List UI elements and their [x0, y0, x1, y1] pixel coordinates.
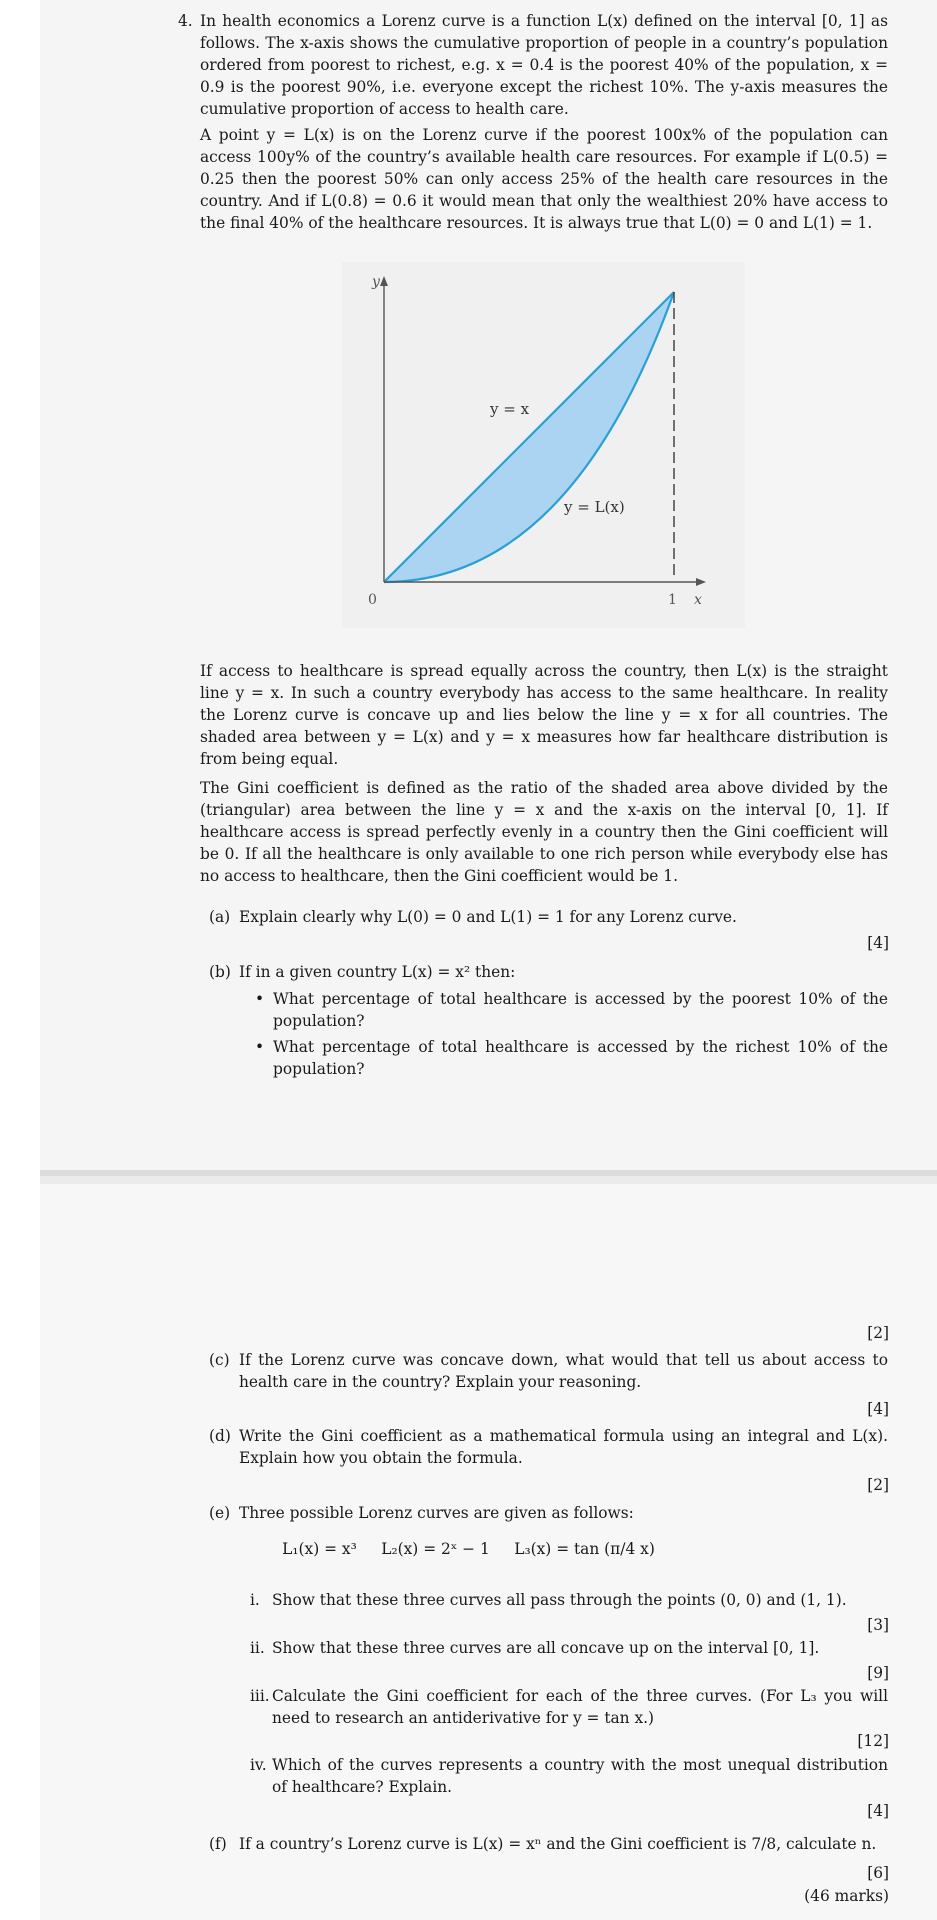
- bullet-icon: •: [255, 990, 265, 1008]
- part-b-bullet-2-text: What percentage of total healthcare is accessed by the richest 10% of the population?: [273, 1038, 888, 1078]
- formula-L3: L₃(x) = tan (π/4 x): [514, 1540, 655, 1558]
- part-b-label: (b): [209, 963, 231, 981]
- paragraph-equal-access: If access to healthcare is spread equally across the country, then L(x) is the straight line y = x. In such a country everybody has access to the same healthcare. In reality the Lorenz curve is concave up and lies below the line y = x for all countries. The shaded area between y = L(x) and y = x measures how far healthcare distribution is from being equal.: [200, 662, 888, 768]
- part-e-ii-label: ii.: [250, 1639, 265, 1657]
- part-e-iii-marks: [12]: [857, 1732, 889, 1750]
- paragraph-gini-definition: The Gini coefficient is defined as the ratio of the shaded area above divided by the (triangular) area between the line y = x and the x-axis on the interval [0, 1]. If healthcare access is spread perfectly evenly in a country then the Gini coefficient will be 0. If all the healthcare is only available to one rich person while everybody else has no access to healthcare, then the Gini coefficient would be 1.: [200, 779, 888, 885]
- y-axis-label: y: [372, 274, 380, 290]
- part-a-label: (a): [209, 908, 231, 926]
- lorenz-curve-figure: [342, 262, 745, 628]
- part-a: [209, 906, 888, 928]
- bullet-icon: •: [255, 1038, 265, 1056]
- part-c: [209, 1349, 888, 1393]
- formula-L2: L₂(x) = 2ˣ − 1: [381, 1540, 490, 1558]
- part-d: [209, 1425, 888, 1469]
- question-number: 4.: [178, 12, 193, 30]
- part-e-i-text: Show that these three curves all pass through the points (0, 0) and (1, 1).: [272, 1591, 847, 1609]
- part-e-text: Three possible Lorenz curves are given as follows:: [239, 1504, 634, 1522]
- lorenz-curve-svg: [342, 262, 745, 628]
- part-f-text: If a country’s Lorenz curve is L(x) = xⁿ and the Gini coefficient is 7/8, calculate n.: [239, 1835, 877, 1853]
- part-c-label: (c): [209, 1351, 230, 1369]
- part-e: [209, 1502, 888, 1524]
- part-c-text: If the Lorenz curve was concave down, what would that tell us about access to health care in the country? Explain your reasoning.: [239, 1351, 888, 1391]
- part-e-iii-label: iii.: [250, 1687, 270, 1705]
- page-separator-shadow: [40, 1176, 937, 1184]
- curve-label: y = L(x): [564, 498, 625, 516]
- part-b-bullet-1: [255, 988, 888, 1032]
- part-f-marks: [6]: [867, 1864, 889, 1882]
- line-y-equals-x: [384, 292, 674, 582]
- origin-label: 0: [368, 592, 377, 608]
- part-e-iii-text: Calculate the Gini coefficient for each of the three curves. (For L₃ you will need to research an antiderivative for y = tan x.): [272, 1687, 888, 1727]
- y-axis-arrow: [380, 276, 388, 286]
- lorenz-formulas: [0, 1540, 937, 1558]
- part-c-marks: [4]: [867, 1400, 889, 1418]
- part-e-label: (e): [209, 1504, 231, 1522]
- part-e-iv-marks: [4]: [867, 1802, 889, 1820]
- part-d-label: (d): [209, 1427, 231, 1445]
- part-b-text: If in a given country L(x) = x² then:: [239, 963, 516, 981]
- x-tick-label-1: 1: [668, 592, 677, 608]
- part-e-iv-label: iv.: [250, 1756, 267, 1774]
- part-e-i-marks: [3]: [867, 1616, 889, 1634]
- line-label: y = x: [490, 400, 530, 418]
- part-b-marks: [2]: [867, 1324, 889, 1342]
- part-e-i-label: i.: [250, 1591, 260, 1609]
- x-axis-label: x: [694, 592, 702, 608]
- part-b-bullet-1-text: What percentage of total healthcare is accessed by the poorest 10% of the population?: [273, 990, 888, 1030]
- part-e-i: [250, 1589, 888, 1611]
- part-a-text: Explain clearly why L(0) = 0 and L(1) = 1 for any Lorenz curve.: [239, 908, 737, 926]
- part-b: [209, 961, 888, 983]
- part-e-iii: [250, 1685, 888, 1729]
- part-f: [209, 1833, 888, 1855]
- intro-paragraph-1: In health economics a Lorenz curve is a function L(x) defined on the interval [0, 1] as follows. The x-axis shows the cumulative proportion of people in a country’s population ordered from poorest to richest, e.g. x = 0.4 is the poorest 40% of the population, x = 0.9 is the poorest 90%, i.e. everyone except the richest 10%. The y-axis measures the cumulative proportion of access to health care.: [200, 12, 888, 118]
- part-e-ii-text: Show that these three curves are all concave up on the interval [0, 1].: [272, 1639, 820, 1657]
- formula-L1: L₁(x) = x³: [282, 1540, 357, 1558]
- part-a-marks: [4]: [867, 934, 889, 952]
- part-d-text: Write the Gini coefficient as a mathematical formula using an integral and L(x). Explain how you obtain the formula.: [239, 1427, 888, 1467]
- part-b-bullet-2: [255, 1036, 888, 1080]
- x-axis-arrow: [696, 578, 706, 586]
- part-e-ii: [250, 1637, 888, 1659]
- part-f-label: (f): [209, 1835, 227, 1853]
- total-marks: (46 marks): [804, 1887, 889, 1905]
- intro-paragraph-2: A point y = L(x) is on the Lorenz curve if the poorest 100x% of the population can access 100y% of the country’s available health care resources. For example if L(0.5) = 0.25 then the poorest 50% can only access 25% of the health care resources in the country. And if L(0.8) = 0.6 it would mean that only the wealthiest 20% have access to the final 40% of the healthcare resources. It is always true that L(0) = 0 and L(1) = 1.: [200, 126, 888, 232]
- part-e-iv-text: Which of the curves represents a country with the most unequal distribution of healthcare? Explain.: [272, 1756, 888, 1796]
- part-d-marks: [2]: [867, 1476, 889, 1494]
- part-e-ii-marks: [9]: [867, 1664, 889, 1682]
- part-e-iv: [250, 1754, 888, 1798]
